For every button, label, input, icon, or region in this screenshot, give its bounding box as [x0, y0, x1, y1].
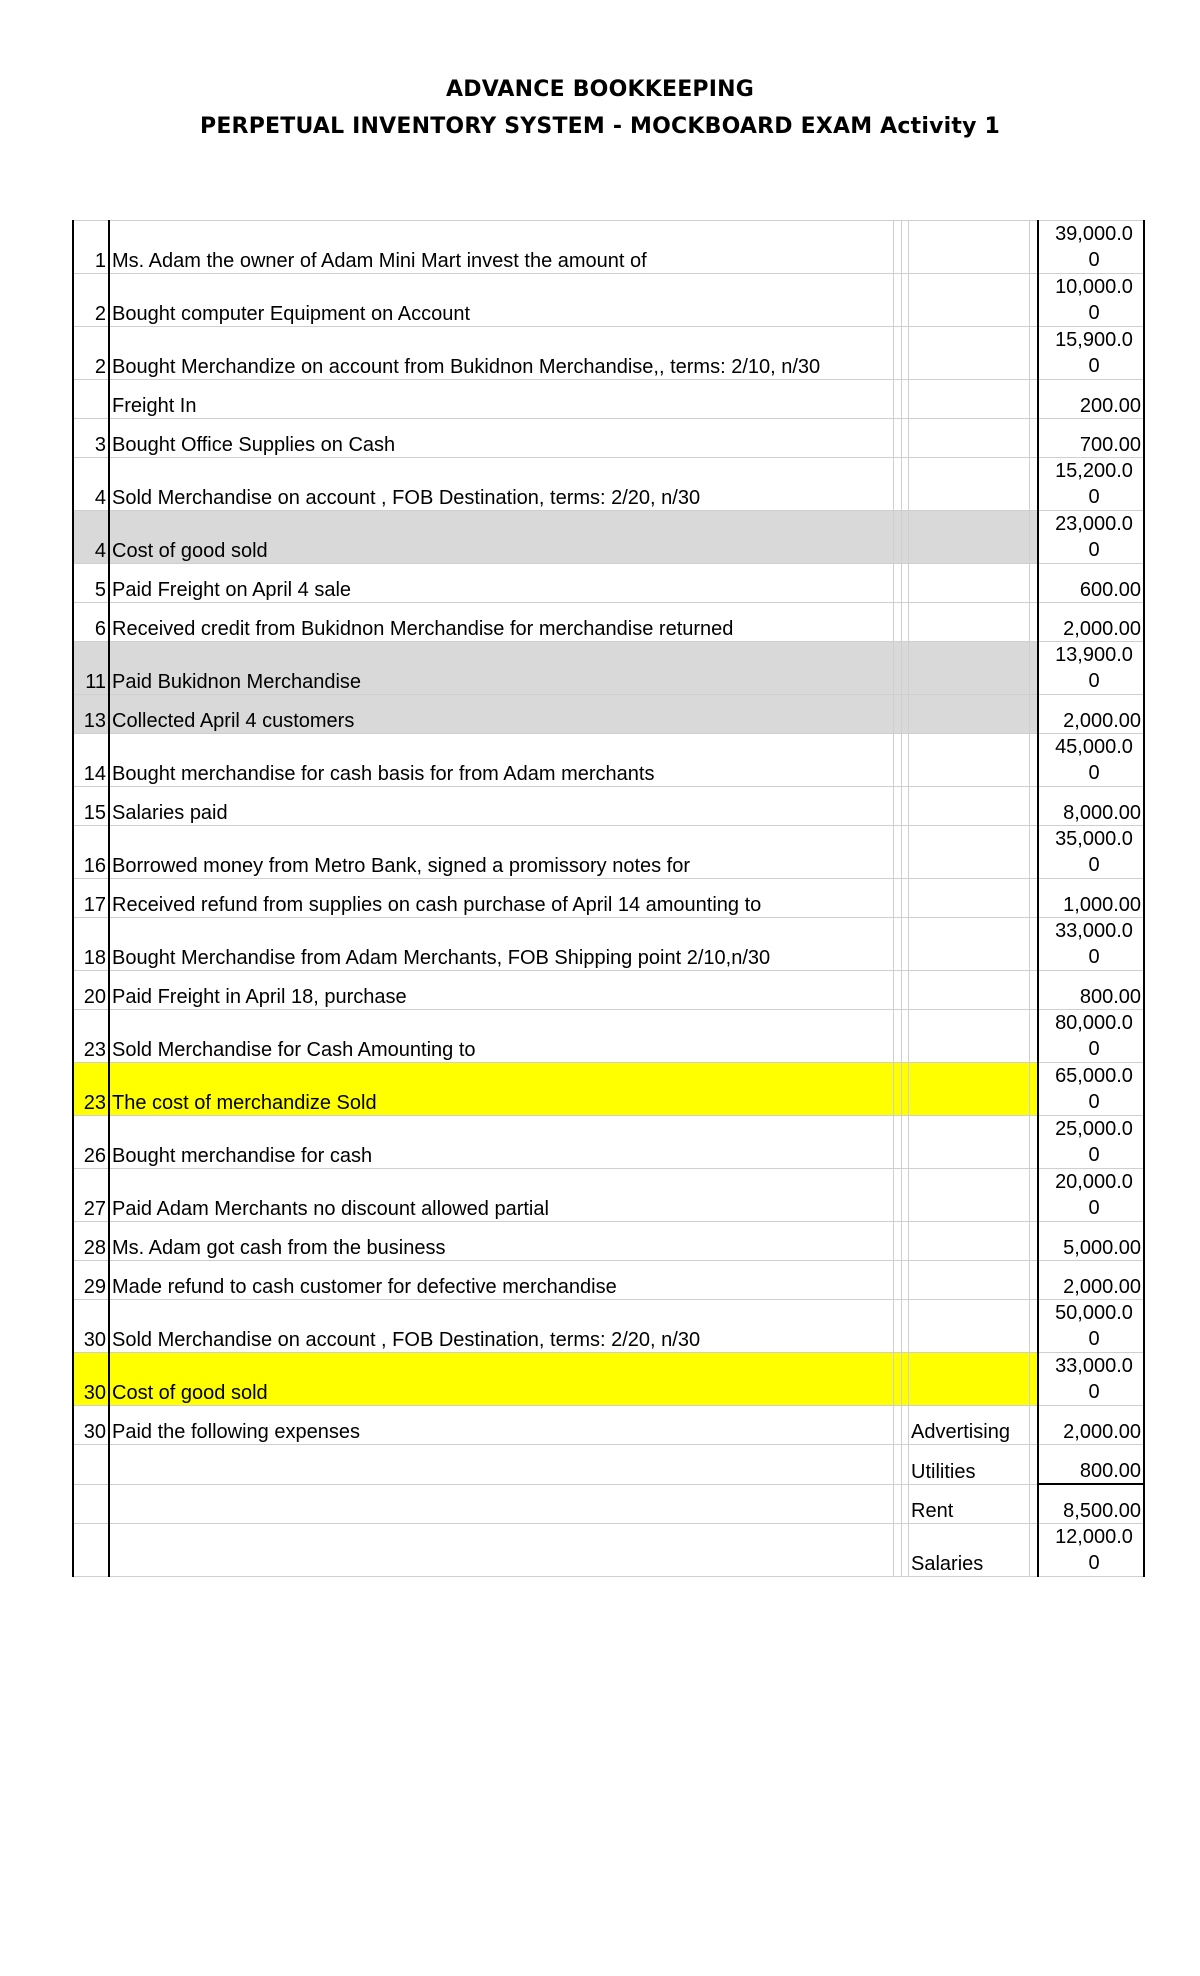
description-cell	[109, 1445, 894, 1485]
amount-cell	[1038, 971, 1144, 1010]
table-row	[73, 1353, 1144, 1406]
amount-cell	[1038, 826, 1144, 879]
amount-line-1: 50,000.0	[1055, 1302, 1133, 1324]
amount-line-2: 0	[1088, 249, 1100, 271]
spacer-cell	[1030, 1300, 1039, 1353]
spacer-cell	[1030, 380, 1039, 419]
spacer-cell	[1030, 1406, 1039, 1445]
spacer-cell	[1030, 274, 1039, 327]
spacer-cell	[902, 511, 909, 564]
amount-value	[1041, 1353, 1141, 1405]
amount-value	[1041, 1524, 1141, 1576]
expense-label-cell	[909, 879, 1030, 918]
amount-value: 8,000.00	[1063, 802, 1141, 824]
spacer-cell	[902, 642, 909, 695]
spacer-cell	[1030, 1010, 1039, 1063]
spacer-cell	[902, 1010, 909, 1063]
amount-value	[1041, 458, 1141, 510]
spacer-cell	[1030, 564, 1039, 603]
spacer-cell	[902, 1484, 909, 1524]
table-row	[73, 1261, 1144, 1300]
amount-line-2: 0	[1088, 1038, 1100, 1060]
spacer-cell	[1030, 511, 1039, 564]
expense-label-cell	[909, 380, 1030, 419]
spacer-cell	[1030, 787, 1039, 826]
description-cell: Sold Merchandise on account , FOB Destination, terms: 2/20, n/30	[109, 458, 894, 511]
amount-value: 700.00	[1079, 434, 1141, 456]
expense-label-cell	[909, 1261, 1030, 1300]
description-cell: Ms. Adam the owner of Adam Mini Mart invest the amount of	[109, 221, 894, 274]
amount-value	[1041, 826, 1141, 878]
day-cell: 16	[73, 826, 109, 879]
day-cell: 29	[73, 1261, 109, 1300]
amount-line-1: 13,900.0	[1055, 644, 1133, 666]
amount-cell	[1038, 642, 1144, 695]
day-cell: 28	[73, 1222, 109, 1261]
description-cell: Salaries paid	[109, 787, 894, 826]
amount-value	[1041, 642, 1141, 694]
expense-label-cell	[909, 1116, 1030, 1169]
expense-label-cell	[909, 918, 1030, 971]
amount-cell	[1038, 1445, 1144, 1485]
amount-value	[1041, 1010, 1141, 1062]
day-cell	[73, 1484, 109, 1524]
spacer-cell	[902, 564, 909, 603]
table-row	[73, 1010, 1144, 1063]
spacer-cell	[894, 826, 902, 879]
spacer-cell	[902, 918, 909, 971]
amount-line-2: 0	[1088, 1091, 1100, 1113]
amount-cell	[1038, 1169, 1144, 1222]
spacer-cell	[1030, 1445, 1039, 1485]
spacer-cell	[894, 1116, 902, 1169]
table-row	[73, 1406, 1144, 1445]
spacer-cell	[902, 1116, 909, 1169]
expense-label-cell	[909, 826, 1030, 879]
amount-cell	[1038, 274, 1144, 327]
table-row	[73, 879, 1144, 918]
day-cell: 11	[73, 642, 109, 695]
description-cell: Paid Adam Merchants no discount allowed partial	[109, 1169, 894, 1222]
amount-cell	[1038, 1406, 1144, 1445]
amount-cell	[1038, 1484, 1144, 1524]
spacer-cell	[894, 458, 902, 511]
day-cell: 4	[73, 511, 109, 564]
spacer-cell	[902, 1524, 909, 1577]
amount-line-2: 0	[1088, 302, 1100, 324]
transactions-table-body	[73, 221, 1144, 1577]
day-cell	[73, 1524, 109, 1577]
spacer-cell	[894, 603, 902, 642]
description-cell: Cost of good sold	[109, 511, 894, 564]
expense-label-cell	[909, 603, 1030, 642]
amount-line-2: 0	[1088, 762, 1100, 784]
amount-value: 1,000.00	[1063, 894, 1141, 916]
amount-cell	[1038, 458, 1144, 511]
day-cell	[73, 1445, 109, 1485]
description-cell: Bought Merchandize on account from Bukidnon Merchandise,, terms: 2/10, n/30	[109, 327, 894, 380]
day-cell: 20	[73, 971, 109, 1010]
expense-label-cell	[909, 564, 1030, 603]
amount-cell	[1038, 734, 1144, 787]
spacer-cell	[894, 1445, 902, 1485]
table-row	[73, 1300, 1144, 1353]
day-cell: 30	[73, 1300, 109, 1353]
amount-value: 200.00	[1079, 395, 1141, 417]
document-title: ADVANCE BOOKKEEPING	[446, 77, 754, 102]
table-row	[73, 1524, 1144, 1577]
spacer-cell	[894, 787, 902, 826]
spacer-cell	[894, 327, 902, 380]
spacer-cell	[1030, 971, 1039, 1010]
amount-cell	[1038, 1300, 1144, 1353]
description-cell: Collected April 4 customers	[109, 695, 894, 734]
expense-label-cell	[909, 1300, 1030, 1353]
day-cell: 3	[73, 419, 109, 458]
spacer-cell	[894, 695, 902, 734]
spacer-cell	[894, 380, 902, 419]
spacer-cell	[902, 1063, 909, 1116]
expense-label-cell: Advertising	[909, 1406, 1030, 1445]
spacer-cell	[894, 274, 902, 327]
day-cell	[73, 380, 109, 419]
spacer-cell	[902, 221, 909, 274]
spacer-cell	[894, 419, 902, 458]
description-cell: Paid Bukidnon Merchandise	[109, 642, 894, 695]
spacer-cell	[894, 221, 902, 274]
description-cell: Sold Merchandise on account , FOB Destination, terms: 2/20, n/30	[109, 1300, 894, 1353]
amount-line-1: 35,000.0	[1055, 828, 1133, 850]
table-row	[73, 642, 1144, 695]
description-cell: The cost of merchandize Sold	[109, 1063, 894, 1116]
amount-line-2: 0	[1088, 670, 1100, 692]
table-row	[73, 918, 1144, 971]
spacer-cell	[1030, 221, 1039, 274]
day-cell: 5	[73, 564, 109, 603]
day-cell: 23	[73, 1063, 109, 1116]
table-row	[73, 327, 1144, 380]
spacer-cell	[894, 1261, 902, 1300]
amount-line-2: 0	[1088, 1328, 1100, 1350]
expense-label-cell: Salaries	[909, 1524, 1030, 1577]
amount-line-2: 0	[1088, 854, 1100, 876]
amount-line-2: 0	[1088, 539, 1100, 561]
day-cell: 15	[73, 787, 109, 826]
description-cell: Paid the following expenses	[109, 1406, 894, 1445]
amount-cell	[1038, 1116, 1144, 1169]
spacer-cell	[902, 1169, 909, 1222]
spacer-cell	[902, 274, 909, 327]
spacer-cell	[894, 564, 902, 603]
spacer-cell	[1030, 458, 1039, 511]
day-cell: 17	[73, 879, 109, 918]
description-cell: Borrowed money from Metro Bank, signed a promissory notes for	[109, 826, 894, 879]
day-cell: 2	[73, 274, 109, 327]
amount-value	[1041, 221, 1141, 273]
spacer-cell	[894, 1010, 902, 1063]
amount-value	[1041, 734, 1141, 786]
day-cell: 2	[73, 327, 109, 380]
amount-cell	[1038, 419, 1144, 458]
table-row	[73, 734, 1144, 787]
spacer-cell	[1030, 1261, 1039, 1300]
description-cell: Received refund from supplies on cash purchase of April 14 amounting to	[109, 879, 894, 918]
description-cell: Bought merchandise for cash	[109, 1116, 894, 1169]
expense-label-cell	[909, 695, 1030, 734]
description-cell	[109, 1484, 894, 1524]
amount-line-2: 0	[1088, 486, 1100, 508]
spacer-cell	[902, 1353, 909, 1406]
spacer-cell	[894, 971, 902, 1010]
amount-line-1: 12,000.0	[1055, 1526, 1133, 1548]
table-row	[73, 564, 1144, 603]
description-cell: Sold Merchandise for Cash Amounting to	[109, 1010, 894, 1063]
expense-label-cell	[909, 419, 1030, 458]
description-cell	[109, 1524, 894, 1577]
table-row	[73, 1169, 1144, 1222]
table-row	[73, 511, 1144, 564]
amount-value	[1041, 1116, 1141, 1168]
amount-cell	[1038, 380, 1144, 419]
spacer-cell	[902, 603, 909, 642]
day-cell: 18	[73, 918, 109, 971]
table-row	[73, 458, 1144, 511]
amount-value: 800.00	[1079, 1460, 1141, 1482]
amount-value: 2,000.00	[1063, 710, 1141, 732]
spacer-cell	[902, 826, 909, 879]
spacer-cell	[894, 1222, 902, 1261]
spacer-cell	[1030, 419, 1039, 458]
description-cell: Ms. Adam got cash from the business	[109, 1222, 894, 1261]
description-cell: Paid Freight on April 4 sale	[109, 564, 894, 603]
document-subtitle: PERPETUAL INVENTORY SYSTEM - MOCKBOARD EXAM Activity 1	[200, 114, 1000, 139]
spacer-cell	[1030, 918, 1039, 971]
day-cell: 1	[73, 221, 109, 274]
spacer-cell	[1030, 1116, 1039, 1169]
table-row	[73, 419, 1144, 458]
spacer-cell	[1030, 695, 1039, 734]
expense-label-cell: Rent	[909, 1484, 1030, 1524]
spacer-cell	[902, 1261, 909, 1300]
amount-line-2: 0	[1088, 1197, 1100, 1219]
amount-line-2: 0	[1088, 355, 1100, 377]
spacer-cell	[1030, 1063, 1039, 1116]
spacer-cell	[1030, 1222, 1039, 1261]
amount-value	[1041, 1300, 1141, 1352]
transactions-table	[72, 220, 1145, 1577]
table-row	[73, 221, 1144, 274]
description-cell: Paid Freight in April 18, purchase	[109, 971, 894, 1010]
spacer-cell	[1030, 879, 1039, 918]
day-cell: 23	[73, 1010, 109, 1063]
amount-value: 2,000.00	[1063, 618, 1141, 640]
spacer-cell	[1030, 1169, 1039, 1222]
table-row	[73, 274, 1144, 327]
description-cell: Bought computer Equipment on Account	[109, 274, 894, 327]
expense-label-cell	[909, 274, 1030, 327]
table-row	[73, 1222, 1144, 1261]
day-cell: 26	[73, 1116, 109, 1169]
day-cell: 30	[73, 1353, 109, 1406]
amount-line-1: 45,000.0	[1055, 736, 1133, 758]
spacer-cell	[902, 1222, 909, 1261]
expense-label-cell	[909, 1222, 1030, 1261]
amount-cell	[1038, 787, 1144, 826]
amount-value	[1041, 274, 1141, 326]
spacer-cell	[1030, 734, 1039, 787]
spacer-cell	[902, 458, 909, 511]
table-row	[73, 1063, 1144, 1116]
amount-value: 5,000.00	[1063, 1237, 1141, 1259]
spacer-cell	[894, 1353, 902, 1406]
table-row	[73, 380, 1144, 419]
amount-cell	[1038, 879, 1144, 918]
description-cell: Bought Office Supplies on Cash	[109, 419, 894, 458]
amount-value	[1041, 511, 1141, 563]
table-row	[73, 1484, 1144, 1524]
description-cell: Bought merchandise for cash basis for from Adam merchants	[109, 734, 894, 787]
expense-label-cell	[909, 327, 1030, 380]
amount-value: 8,500.00	[1063, 1500, 1141, 1522]
expense-label-cell	[909, 1169, 1030, 1222]
expense-label-cell	[909, 787, 1030, 826]
amount-cell	[1038, 564, 1144, 603]
spacer-cell	[1030, 1353, 1039, 1406]
table-row	[73, 1116, 1144, 1169]
spacer-cell	[1030, 327, 1039, 380]
amount-cell	[1038, 1524, 1144, 1577]
amount-line-1: 65,000.0	[1055, 1065, 1133, 1087]
table-row	[73, 971, 1144, 1010]
description-cell: Cost of good sold	[109, 1353, 894, 1406]
spacer-cell	[902, 695, 909, 734]
amount-cell	[1038, 1222, 1144, 1261]
spacer-cell	[894, 1300, 902, 1353]
amount-line-1: 10,000.0	[1055, 276, 1133, 298]
amount-line-1: 80,000.0	[1055, 1012, 1133, 1034]
description-cell: Freight In	[109, 380, 894, 419]
amount-cell	[1038, 695, 1144, 734]
spacer-cell	[894, 734, 902, 787]
spacer-cell	[1030, 642, 1039, 695]
amount-line-1: 25,000.0	[1055, 1118, 1133, 1140]
amount-value: 600.00	[1079, 579, 1141, 601]
table-row	[73, 787, 1144, 826]
spacer-cell	[902, 734, 909, 787]
amount-cell	[1038, 1261, 1144, 1300]
description-cell: Bought Merchandise from Adam Merchants, FOB Shipping point 2/10,n/30	[109, 918, 894, 971]
spacer-cell	[902, 1445, 909, 1485]
amount-line-1: 15,200.0	[1055, 460, 1133, 482]
spacer-cell	[894, 1169, 902, 1222]
spacer-cell	[1030, 603, 1039, 642]
amount-line-2: 0	[1088, 1552, 1100, 1574]
spacer-cell	[894, 1406, 902, 1445]
amount-line-2: 0	[1088, 1144, 1100, 1166]
day-cell: 6	[73, 603, 109, 642]
expense-label-cell	[909, 1353, 1030, 1406]
amount-value	[1041, 918, 1141, 970]
spacer-cell	[894, 642, 902, 695]
spacer-cell	[902, 787, 909, 826]
amount-value: 2,000.00	[1063, 1276, 1141, 1298]
expense-label-cell	[909, 734, 1030, 787]
amount-line-1: 23,000.0	[1055, 513, 1133, 535]
day-cell: 14	[73, 734, 109, 787]
spacer-cell	[902, 1406, 909, 1445]
table-row	[73, 1445, 1144, 1485]
amount-line-1: 39,000.0	[1055, 223, 1133, 245]
description-cell: Made refund to cash customer for defective merchandise	[109, 1261, 894, 1300]
spacer-cell	[894, 1524, 902, 1577]
expense-label-cell: Utilities	[909, 1445, 1030, 1485]
spacer-cell	[902, 380, 909, 419]
day-cell: 30	[73, 1406, 109, 1445]
amount-value	[1041, 1063, 1141, 1115]
table-row	[73, 603, 1144, 642]
expense-label-cell	[909, 1010, 1030, 1063]
amount-cell	[1038, 511, 1144, 564]
amount-line-1: 20,000.0	[1055, 1171, 1133, 1193]
amount-value: 800.00	[1079, 986, 1141, 1008]
table-row	[73, 695, 1144, 734]
amount-line-2: 0	[1088, 946, 1100, 968]
day-cell: 4	[73, 458, 109, 511]
amount-value	[1041, 1169, 1141, 1221]
spacer-cell	[894, 1063, 902, 1116]
spacer-cell	[902, 1300, 909, 1353]
spacer-cell	[1030, 1484, 1039, 1524]
spacer-cell	[1030, 1524, 1039, 1577]
expense-label-cell	[909, 642, 1030, 695]
amount-cell	[1038, 327, 1144, 380]
expense-label-cell	[909, 971, 1030, 1010]
amount-line-1: 33,000.0	[1055, 1355, 1133, 1377]
expense-label-cell	[909, 221, 1030, 274]
amount-cell	[1038, 918, 1144, 971]
expense-label-cell	[909, 458, 1030, 511]
spacer-cell	[1030, 826, 1039, 879]
expense-label-cell	[909, 1063, 1030, 1116]
day-cell: 13	[73, 695, 109, 734]
amount-line-2: 0	[1088, 1381, 1100, 1403]
spacer-cell	[894, 1484, 902, 1524]
amount-line-1: 15,900.0	[1055, 329, 1133, 351]
amount-cell	[1038, 1353, 1144, 1406]
spacer-cell	[894, 879, 902, 918]
amount-line-1: 33,000.0	[1055, 920, 1133, 942]
amount-value: 2,000.00	[1063, 1421, 1141, 1443]
spacer-cell	[902, 327, 909, 380]
amount-cell	[1038, 1063, 1144, 1116]
spacer-cell	[894, 511, 902, 564]
description-cell: Received credit from Bukidnon Merchandise for merchandise returned	[109, 603, 894, 642]
day-cell: 27	[73, 1169, 109, 1222]
amount-cell	[1038, 1010, 1144, 1063]
amount-cell	[1038, 603, 1144, 642]
spacer-cell	[902, 879, 909, 918]
table-row	[73, 826, 1144, 879]
amount-cell	[1038, 221, 1144, 274]
amount-value	[1041, 327, 1141, 379]
spacer-cell	[894, 918, 902, 971]
spacer-cell	[902, 971, 909, 1010]
expense-label-cell	[909, 511, 1030, 564]
spacer-cell	[902, 419, 909, 458]
